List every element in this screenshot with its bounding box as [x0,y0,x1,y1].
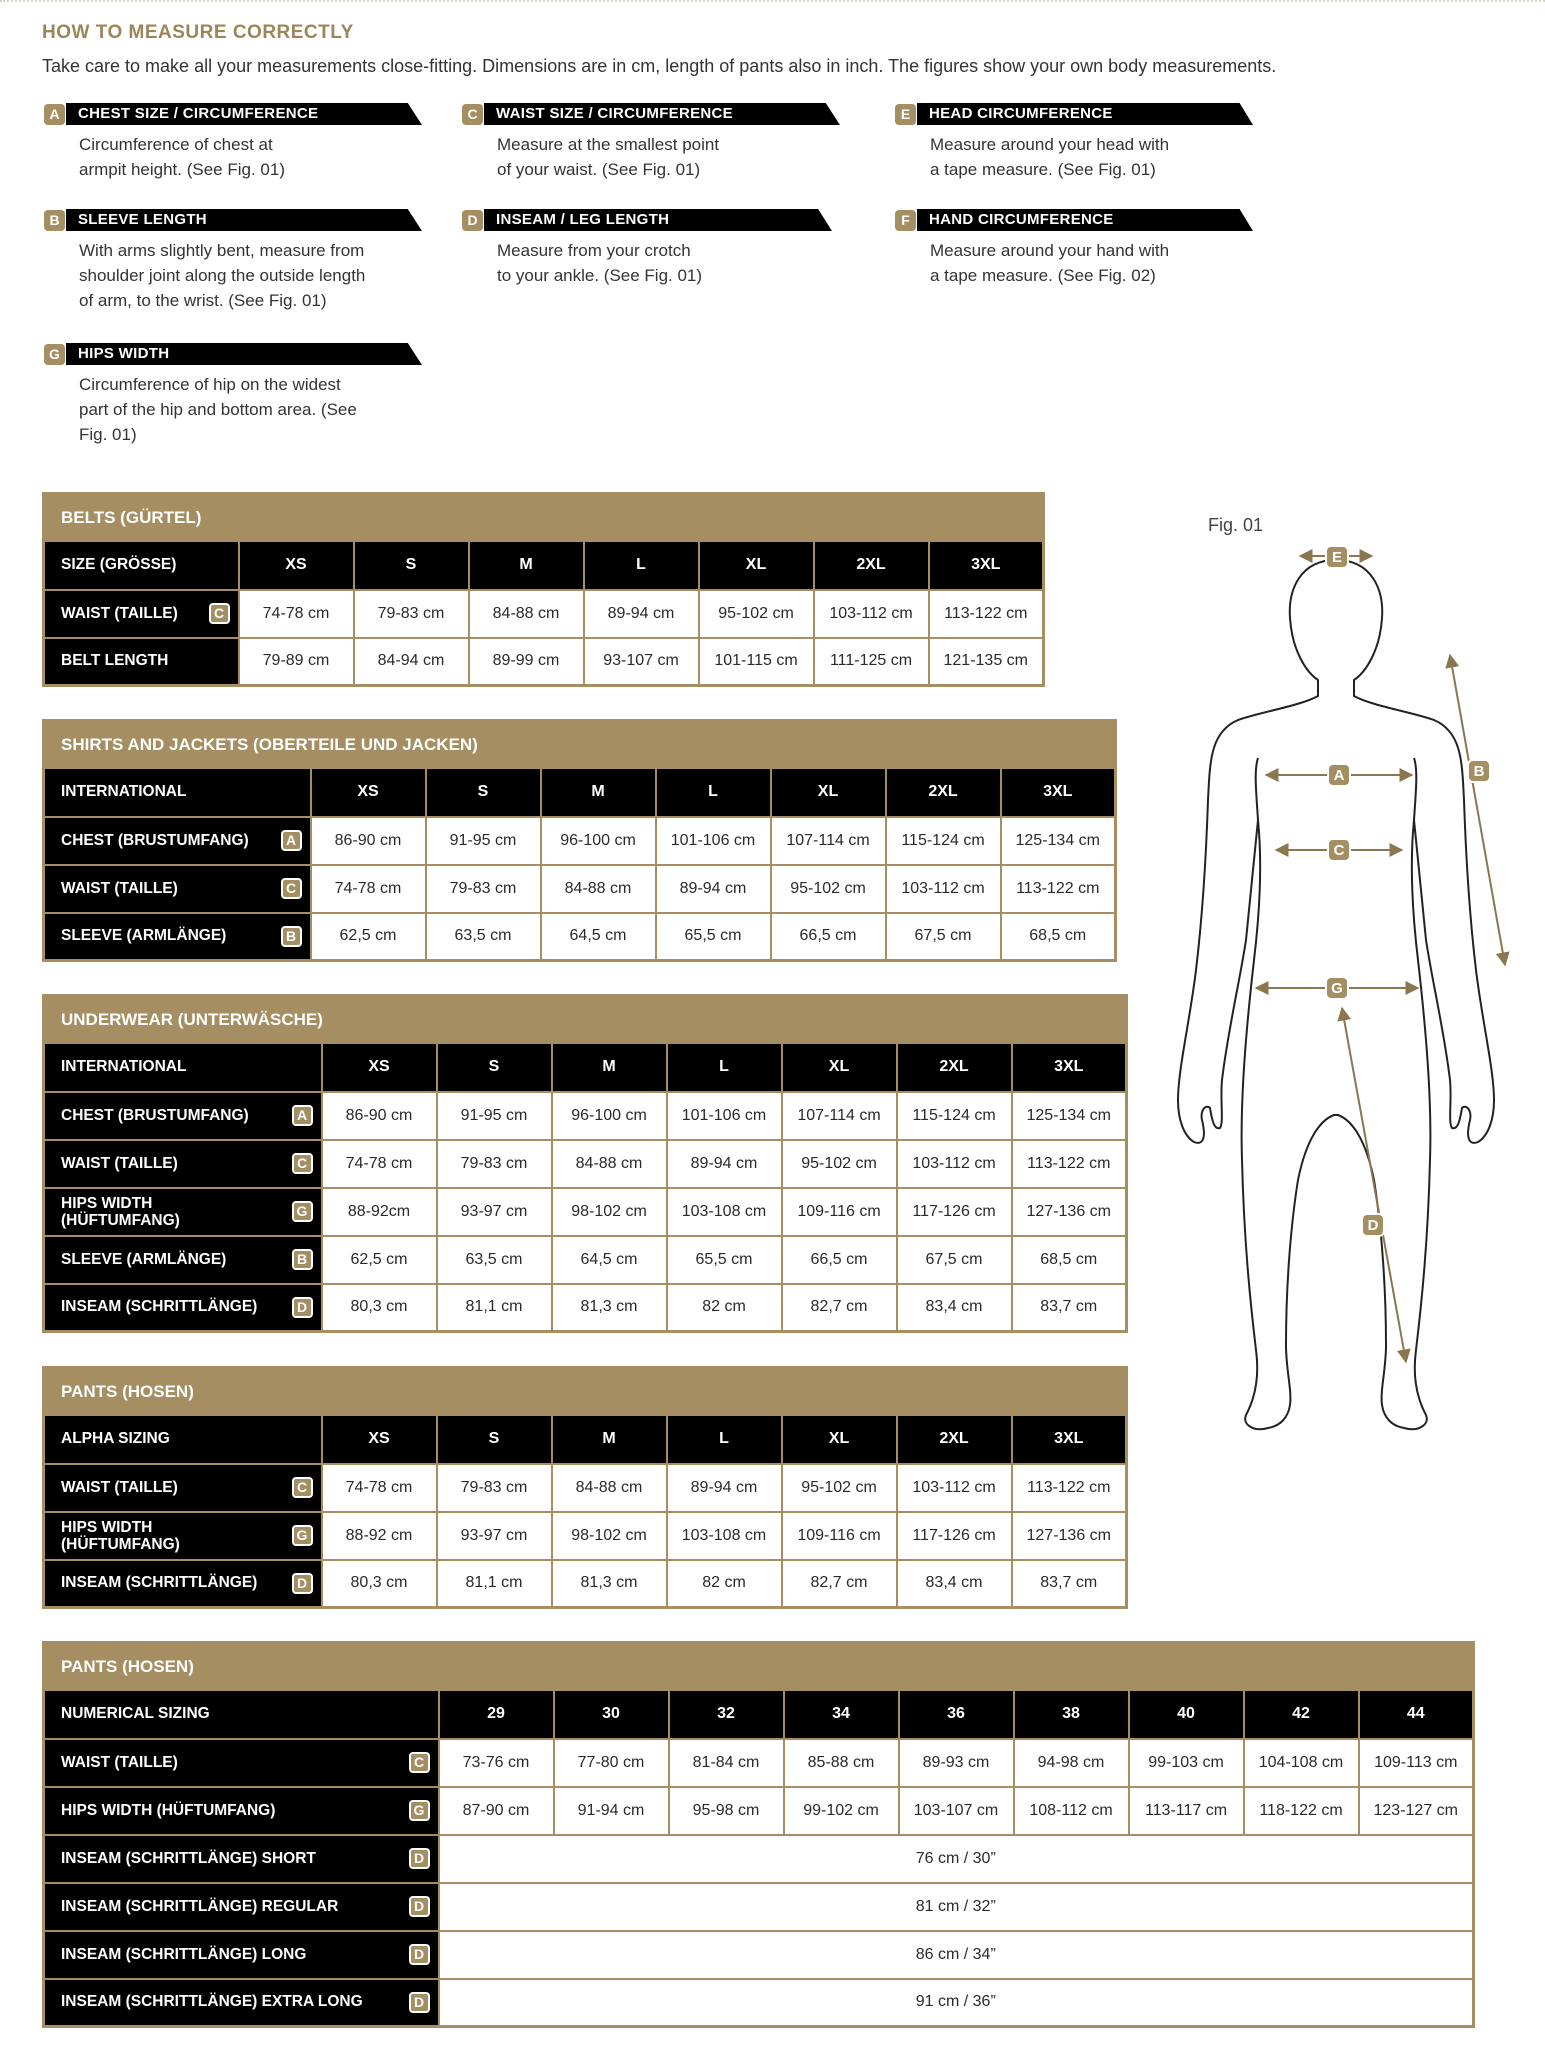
value-cell: 81,3 cm [552,1560,667,1608]
table-row [44,1979,1474,2027]
size-header: XS [311,769,426,817]
row-label-cell [44,1512,322,1560]
value-cell: 79-83 cm [437,1140,552,1188]
table-row [44,1931,1474,1979]
value-cell: 84-94 cm [354,638,469,686]
table-row [44,1140,1127,1188]
table-title: PANTS (HOSEN) [61,1657,194,1677]
value-cell: 88-92 cm [322,1512,437,1560]
row-label-cell [44,1140,322,1188]
value-cell: 76 cm / 30” [439,1835,1474,1883]
table-row [44,1787,1474,1835]
value-cell: 118-122 cm [1244,1787,1359,1835]
size-header: 40 [1129,1691,1244,1739]
row-label-cell [44,1883,439,1931]
measure-text: Circumference of chest at armpit height. (See Fig. 01) [79,135,285,179]
value-cell: 95-98 cm [669,1787,784,1835]
table-row [44,1560,1127,1608]
value-cell: 68,5 cm [1001,913,1116,961]
row-label-cell [44,1560,322,1608]
measure-inseam [460,208,832,288]
value-cell: 104-108 cm [1244,1739,1359,1787]
sleeve-measure-line [1450,655,1505,965]
size-header: 36 [899,1691,1014,1739]
row-label: WAIST (TAILLE) [61,879,178,897]
size-header: 30 [554,1691,669,1739]
measure-label: WAIST SIZE / CIRCUMFERENCE [496,105,733,122]
measure-badge: D [409,1896,430,1917]
value-cell: 64,5 cm [552,1236,667,1284]
table-pants-numeric [42,1641,1475,2028]
value-cell: 95-102 cm [782,1464,897,1512]
header-label: INTERNATIONAL [44,769,311,817]
row-label-cell [44,865,311,913]
value-cell: 93-97 cm [437,1512,552,1560]
value-cell: 109-113 cm [1359,1739,1474,1787]
measure-badge: G [409,1800,430,1821]
figure-markers [1326,546,1490,1236]
row-label-cell [44,1236,322,1284]
table-title: PANTS (HOSEN) [61,1382,194,1402]
row-label: SLEEVE (ARMLÄNGE) [61,1250,227,1268]
measure-badge: D [409,1992,430,2013]
measure-lines [1256,556,1505,1362]
table-pants-alpha [42,1366,1128,1609]
header-label: INTERNATIONAL [44,1044,322,1092]
value-cell: 96-100 cm [541,817,656,865]
row-label: CHEST (BRUSTUMFANG) [61,1106,249,1124]
value-cell: 84-88 cm [552,1464,667,1512]
size-header: 34 [784,1691,899,1739]
size-header: L [656,769,771,817]
top-dotted-line [0,0,1545,2]
value-cell: 103-108 cm [667,1512,782,1560]
value-cell: 68,5 cm [1012,1236,1127,1284]
value-cell: 65,5 cm [667,1236,782,1284]
page-title: HOW TO MEASURE CORRECTLY [42,22,354,43]
value-cell: 109-116 cm [782,1188,897,1236]
value-cell: 103-108 cm [667,1188,782,1236]
row-label: INSEAM (SCHRITTLÄNGE) REGULAR [61,1897,339,1915]
value-cell: 66,5 cm [771,913,886,961]
badge-g: G [44,344,65,365]
badge-b: B [44,210,65,231]
size-header: 44 [1359,1691,1474,1739]
value-cell: 91-95 cm [437,1092,552,1140]
value-cell: 91 cm / 36” [439,1979,1474,2027]
row-label: SLEEVE (ARMLÄNGE) [61,927,227,945]
marker-d: D [1367,1217,1379,1234]
size-header: M [541,769,656,817]
row-label: WAIST (TAILLE) [61,604,178,622]
measure-text: Circumference of hip on the widest part of the hip and bottom area. (See Fig. 01) [79,375,357,444]
row-label-cell [44,913,311,961]
measure-label: HAND CIRCUMFERENCE [929,211,1114,228]
value-cell: 123-127 cm [1359,1787,1474,1835]
value-cell: 125-134 cm [1001,817,1116,865]
value-cell: 86-90 cm [311,817,426,865]
measure-badge: C [292,1477,313,1498]
value-cell: 62,5 cm [311,913,426,961]
row-label-cell [44,1284,322,1332]
row-label: INSEAM (SCHRITTLÄNGE) [61,1574,258,1592]
measure-badge: B [281,926,302,947]
value-cell: 103-112 cm [897,1464,1012,1512]
value-cell: 81,1 cm [437,1560,552,1608]
badge-a: A [44,104,65,125]
row-label-cell [44,1188,322,1236]
marker-a: A [1333,767,1345,784]
value-cell: 117-126 cm [897,1188,1012,1236]
value-cell: 99-102 cm [784,1787,899,1835]
value-cell: 83,4 cm [897,1560,1012,1608]
value-cell: 115-124 cm [897,1092,1012,1140]
size-header: 29 [439,1691,554,1739]
value-cell: 63,5 cm [437,1236,552,1284]
measure-badge: A [292,1105,313,1126]
row-label-cell [44,1092,322,1140]
value-cell: 62,5 cm [322,1236,437,1284]
measure-badge: G [292,1201,313,1222]
value-cell: 103-112 cm [897,1140,1012,1188]
value-cell: 89-99 cm [469,638,584,686]
measure-text: With arms slightly bent, measure from shoulder joint along the outside length of arm, to the wrist. (See Fig. 01) [79,241,366,310]
value-cell: 121-135 cm [929,638,1044,686]
size-header: 3XL [1001,769,1116,817]
value-cell: 66,5 cm [782,1236,897,1284]
size-header: M [552,1044,667,1092]
value-cell: 108-112 cm [1014,1787,1129,1835]
table-title: SHIRTS AND JACKETS (OBERTEILE UND JACKEN) [61,735,478,755]
size-header: 2XL [897,1044,1012,1092]
row-label: WAIST (TAILLE) [61,1753,178,1771]
inseam-measure-line [1342,1008,1406,1362]
size-header: 3XL [1012,1416,1127,1464]
value-cell: 82,7 cm [782,1560,897,1608]
measure-label: CHEST SIZE / CIRCUMFERENCE [78,105,319,122]
size-header: 32 [669,1691,784,1739]
value-cell: 74-78 cm [322,1464,437,1512]
value-cell: 82 cm [667,1560,782,1608]
value-cell: 79-83 cm [426,865,541,913]
row-label: INSEAM (SCHRITTLÄNGE) EXTRA LONG [61,1993,363,2011]
value-cell: 99-103 cm [1129,1739,1244,1787]
size-header: XL [782,1044,897,1092]
table-row [44,1739,1474,1787]
value-cell: 73-76 cm [439,1739,554,1787]
value-cell: 95-102 cm [782,1140,897,1188]
size-header: S [437,1416,552,1464]
value-cell: 89-94 cm [667,1140,782,1188]
value-cell: 127-136 cm [1012,1512,1127,1560]
table-row [44,1236,1127,1284]
table-title: UNDERWEAR (UNTERWÄSCHE) [61,1010,323,1030]
table-row [44,1284,1127,1332]
value-cell: 101-115 cm [699,638,814,686]
marker-c: C [1333,842,1345,859]
value-cell: 91-94 cm [554,1787,669,1835]
row-label: INSEAM (SCHRITTLÄNGE) LONG [61,1945,307,1963]
badge-f: F [895,210,916,231]
badge-d: D [462,210,483,231]
value-cell: 113-122 cm [929,590,1044,638]
row-label-cell [44,1931,439,1979]
size-header: S [426,769,541,817]
value-cell: 113-117 cm [1129,1787,1244,1835]
measure-badge: B [292,1249,313,1270]
value-cell: 67,5 cm [886,913,1001,961]
value-cell: 79-83 cm [354,590,469,638]
size-header: M [469,542,584,590]
value-cell: 91-95 cm [426,817,541,865]
value-cell: 89-94 cm [584,590,699,638]
value-cell: 84-88 cm [541,865,656,913]
value-cell: 81-84 cm [669,1739,784,1787]
measure-badge: C [209,603,230,624]
table-row [44,590,1044,638]
value-cell: 67,5 cm [897,1236,1012,1284]
row-label-cell [44,1464,322,1512]
value-cell: 74-78 cm [311,865,426,913]
size-header: M [552,1416,667,1464]
figure-label: Fig. 01 [1208,515,1264,535]
size-header: 2XL [814,542,929,590]
value-cell: 79-89 cm [239,638,354,686]
value-cell: 80,3 cm [322,1284,437,1332]
value-cell: 81,3 cm [552,1284,667,1332]
body-figure [1150,500,1540,1450]
measure-text: Measure from your crotch to your ankle. (See Fig. 01) [497,241,703,285]
marker-e: E [1331,549,1343,566]
measure-badge: D [409,1848,430,1869]
value-cell: 98-102 cm [552,1512,667,1560]
row-label: INSEAM (SCHRITTLÄNGE) [61,1298,258,1316]
table-title: BELTS (GÜRTEL) [61,508,202,528]
table-row [44,865,1116,913]
value-cell: 113-122 cm [1012,1140,1127,1188]
measure-hand [893,208,1253,288]
value-cell: 93-97 cm [437,1188,552,1236]
table-row [44,638,1044,686]
row-label-cell [44,1787,439,1835]
row-label-cell [44,638,239,686]
size-header: S [354,542,469,590]
value-cell: 98-102 cm [552,1188,667,1236]
value-cell: 107-114 cm [782,1092,897,1140]
value-cell: 80,3 cm [322,1560,437,1608]
table-row [44,1092,1127,1140]
measure-waist [460,102,840,182]
value-cell: 103-112 cm [814,590,929,638]
measure-badge: C [292,1153,313,1174]
value-cell: 81,1 cm [437,1284,552,1332]
value-cell: 82,7 cm [782,1284,897,1332]
value-cell: 84-88 cm [469,590,584,638]
marker-b: B [1473,763,1485,780]
value-cell: 111-125 cm [814,638,929,686]
value-cell: 127-136 cm [1012,1188,1127,1236]
badge-e: E [895,104,916,125]
value-cell: 88-92cm [322,1188,437,1236]
table-underwear [42,994,1128,1333]
value-cell: 79-83 cm [437,1464,552,1512]
row-label-cell [44,1739,439,1787]
value-cell: 81 cm / 32” [439,1883,1474,1931]
row-label: INSEAM (SCHRITTLÄNGE) SHORT [61,1849,316,1867]
badge-c: C [462,104,483,125]
value-cell: 86 cm / 34” [439,1931,1474,1979]
measure-badge: A [281,830,302,851]
size-header: 3XL [1012,1044,1127,1092]
measure-head [893,102,1253,182]
value-cell: 82 cm [667,1284,782,1332]
value-cell: 103-107 cm [899,1787,1014,1835]
size-header: XL [782,1416,897,1464]
measure-badge: G [292,1525,313,1546]
size-header: XS [322,1044,437,1092]
measure-badge: C [409,1752,430,1773]
header-label: ALPHA SIZING [44,1416,322,1464]
header-label: NUMERICAL SIZING [44,1691,439,1739]
value-cell: 83,7 cm [1012,1560,1127,1608]
row-label: BELT LENGTH [61,652,169,670]
table-row [44,1512,1127,1560]
value-cell: 103-112 cm [886,865,1001,913]
measure-label: HIPS WIDTH [78,345,170,362]
measure-sleeve [42,208,422,313]
measure-label: INSEAM / LEG LENGTH [496,211,670,228]
measure-badge: D [292,1573,313,1594]
value-cell: 107-114 cm [771,817,886,865]
marker-g: G [1331,980,1343,997]
table-row [44,913,1116,961]
table-row [44,1188,1127,1236]
table-shirts [42,719,1117,962]
value-cell: 85-88 cm [784,1739,899,1787]
value-cell: 65,5 cm [656,913,771,961]
value-cell: 125-134 cm [1012,1092,1127,1140]
size-header: XS [322,1416,437,1464]
size-header: L [584,542,699,590]
table-row [44,1883,1474,1931]
measure-badge: D [292,1297,313,1318]
value-cell: 83,4 cm [897,1284,1012,1332]
size-header: 3XL [929,542,1044,590]
measure-text: Measure at the smallest point of your waist. (See Fig. 01) [497,135,720,179]
row-label: HIPS WIDTH (HÜFTUMFANG) [61,1801,276,1819]
measure-badge: D [409,1944,430,1965]
value-cell: 101-106 cm [667,1092,782,1140]
measure-label: HEAD CIRCUMFERENCE [929,105,1113,122]
value-cell: 95-102 cm [699,590,814,638]
table-row [44,817,1116,865]
size-header: L [667,1416,782,1464]
row-label: HIPS WIDTH (HÜFTUMFANG) [61,1518,180,1553]
size-header: XS [239,542,354,590]
size-header: 38 [1014,1691,1129,1739]
measure-label: SLEEVE LENGTH [78,211,207,228]
value-cell: 86-90 cm [322,1092,437,1140]
value-cell: 95-102 cm [771,865,886,913]
size-header: 2XL [897,1416,1012,1464]
size-header: XL [771,769,886,817]
value-cell: 101-106 cm [656,817,771,865]
size-header: XL [699,542,814,590]
value-cell: 84-88 cm [552,1140,667,1188]
header-label: SIZE (GRÖSSE) [44,542,239,590]
value-cell: 93-107 cm [584,638,699,686]
value-cell: 74-78 cm [239,590,354,638]
value-cell: 113-122 cm [1012,1464,1127,1512]
row-label: WAIST (TAILLE) [61,1478,178,1496]
value-cell: 77-80 cm [554,1739,669,1787]
value-cell: 117-126 cm [897,1512,1012,1560]
intro-text: Take care to make all your measurements close-fitting. Dimensions are in cm, length of pants also in inch. The figures show your own body measurements. [42,56,1277,76]
table-row [44,1835,1474,1883]
value-cell: 109-116 cm [782,1512,897,1560]
measure-chest [42,102,422,182]
row-label-cell [44,1835,439,1883]
size-header: L [667,1044,782,1092]
row-label: HIPS WIDTH (HÜFTUMFANG) [61,1194,180,1229]
value-cell: 87-90 cm [439,1787,554,1835]
value-cell: 83,7 cm [1012,1284,1127,1332]
row-label-cell [44,590,239,638]
table-belts [42,492,1045,687]
measure-hips [42,342,422,447]
value-cell: 113-122 cm [1001,865,1116,913]
row-label: WAIST (TAILLE) [61,1154,178,1172]
size-header: 42 [1244,1691,1359,1739]
row-label: CHEST (BRUSTUMFANG) [61,831,249,849]
row-label-cell [44,1979,439,2027]
value-cell: 89-93 cm [899,1739,1014,1787]
value-cell: 74-78 cm [322,1140,437,1188]
value-cell: 94-98 cm [1014,1739,1129,1787]
value-cell: 89-94 cm [667,1464,782,1512]
table-row [44,1464,1127,1512]
size-header: S [437,1044,552,1092]
value-cell: 96-100 cm [552,1092,667,1140]
measure-badge: C [281,878,302,899]
size-header: 2XL [886,769,1001,817]
value-cell: 63,5 cm [426,913,541,961]
measure-text: Measure around your head with a tape measure. (See Fig. 01) [930,135,1170,179]
value-cell: 89-94 cm [656,865,771,913]
measure-text: Measure around your hand with a tape measure. (See Fig. 02) [930,241,1170,285]
value-cell: 64,5 cm [541,913,656,961]
row-label-cell [44,817,311,865]
value-cell: 115-124 cm [886,817,1001,865]
